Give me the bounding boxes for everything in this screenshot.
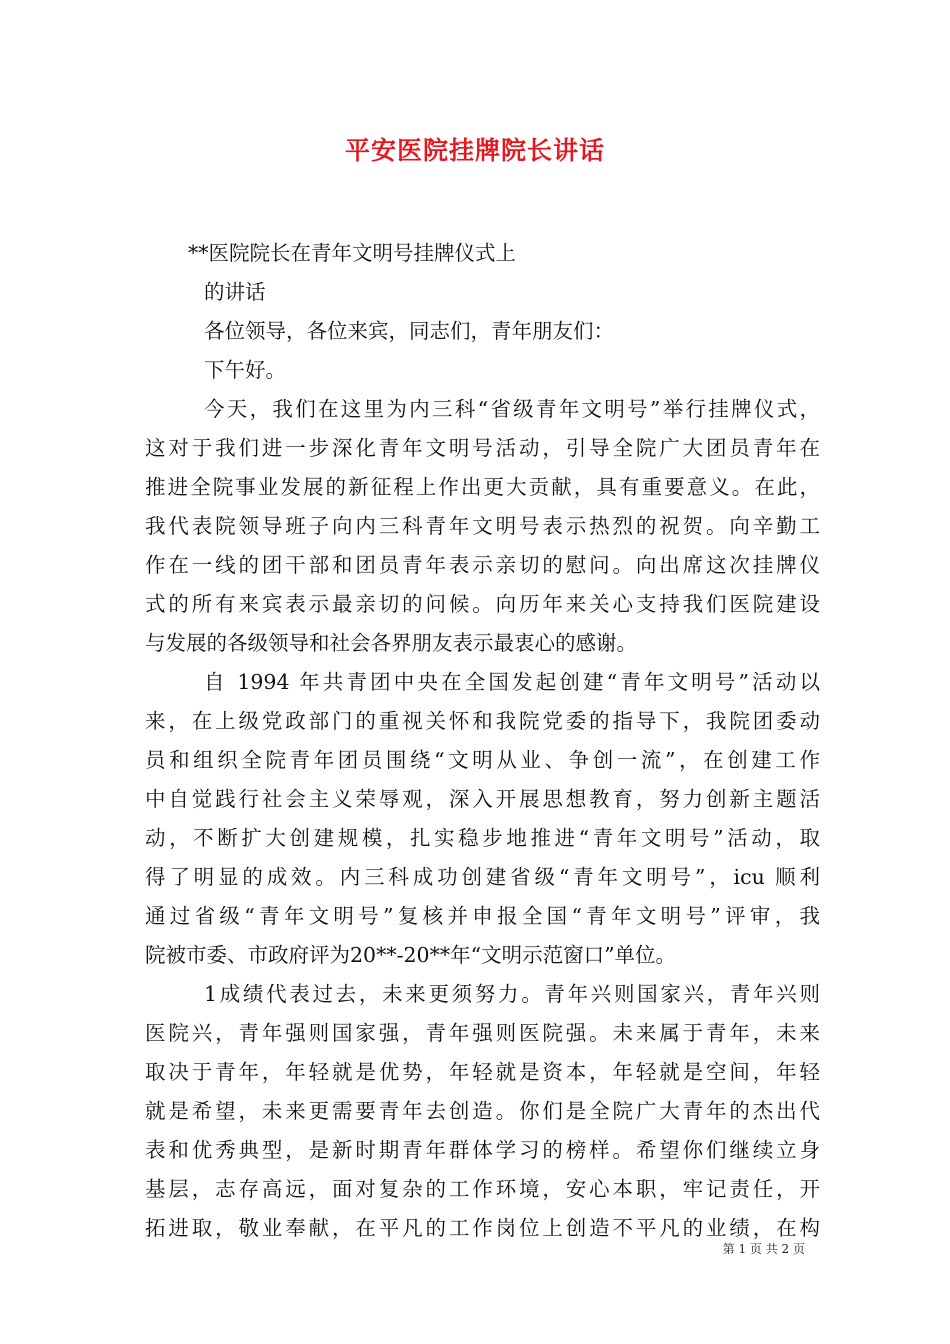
paragraph1-line: 与发展的各级领导和社会各界朋友表示最衷心的感谢。 xyxy=(145,631,637,655)
paragraph3-line: 取决于青年，年轻就是优势，年轻就是资本，年轻就是空间，年轻 xyxy=(145,1060,820,1084)
paragraph1-line: 我代表院领导班子向内三科青年文明号表示热烈的祝贺。向辛勤工 xyxy=(145,514,820,538)
paragraph3-line: 表和优秀典型，是新时期青年群体学习的榜样。希望你们继续立身 xyxy=(145,1138,820,1162)
paragraph1-line: 作在一线的团干部和团员青年表示亲切的慰问。向出席这次挂牌仪 xyxy=(145,553,820,577)
paragraph2-line: 自 1994 年共青团中央在全国发起创建“青年文明号”活动以 xyxy=(204,670,820,694)
paragraph2-line: 通过省级“青年文明号”复核并申报全国“青年文明号”评审，我 xyxy=(145,904,820,928)
document-title: 平安医院挂牌院长讲话 xyxy=(344,136,605,165)
paragraph3-line: 就是希望，未来更需要青年去创造。你们是全院广大青年的杰出代 xyxy=(145,1099,820,1123)
page-number: 第 1 页 共 2 页 xyxy=(722,1242,805,1256)
paragraph2-line: 动，不断扩大创建规模，扎实稳步地推进“青年文明号”活动，取 xyxy=(145,826,820,850)
paragraph2-line: 中自觉践行社会主义荣辱观，深入开展思想教育，努力创新主题活 xyxy=(145,787,820,811)
salutation: 各位领导，各位来宾，同志们，青年朋友们： xyxy=(204,319,614,343)
paragraph1-line: 今天，我们在这里为内三科“省级青年文明号”举行挂牌仪式， xyxy=(204,397,820,421)
paragraph1-line: 推进全院事业发展的新征程上作出更大贡献，具有重要意义。在此， xyxy=(145,475,820,499)
paragraph2-line: 员和组织全院青年团员围绕“文明从业、争创一流”，在创建工作 xyxy=(145,748,820,772)
paragraph3-line: 1成绩代表过去，未来更须努力。青年兴则国家兴，青年兴则 xyxy=(204,982,820,1006)
paragraph1-line: 式的所有来宾表示最亲切的问候。向历年来关心支持我们医院建设 xyxy=(145,592,820,616)
paragraph2-line: 得了明显的成效。内三科成功创建省级“青年文明号”，icu 顺利 xyxy=(145,865,820,889)
paragraph3-line: 医院兴，青年强则国家强，青年强则医院强。未来属于青年，未来 xyxy=(145,1021,820,1045)
speech-heading-line2: 的讲话 xyxy=(204,280,266,304)
paragraph3-line: 基层，志存高远，面对复杂的工作环境，安心本职，牢记责任，开 xyxy=(145,1177,820,1201)
paragraph2-line: 院被市委、市政府评为20**-20**年“文明示范窗口”单位。 xyxy=(145,943,677,967)
paragraph2-line: 来，在上级党政部门的重视关怀和我院党委的指导下，我院团委动 xyxy=(145,709,820,733)
greeting: 下午好。 xyxy=(204,358,286,382)
speech-heading-line1: **医院院长在青年文明号挂牌仪式上 xyxy=(188,241,516,265)
paragraph3-line: 拓进取，敬业奉献，在平凡的工作岗位上创造不平凡的业绩，在构 xyxy=(145,1216,820,1240)
paragraph1-line: 这对于我们进一步深化青年文明号活动，引导全院广大团员青年在 xyxy=(145,436,820,460)
